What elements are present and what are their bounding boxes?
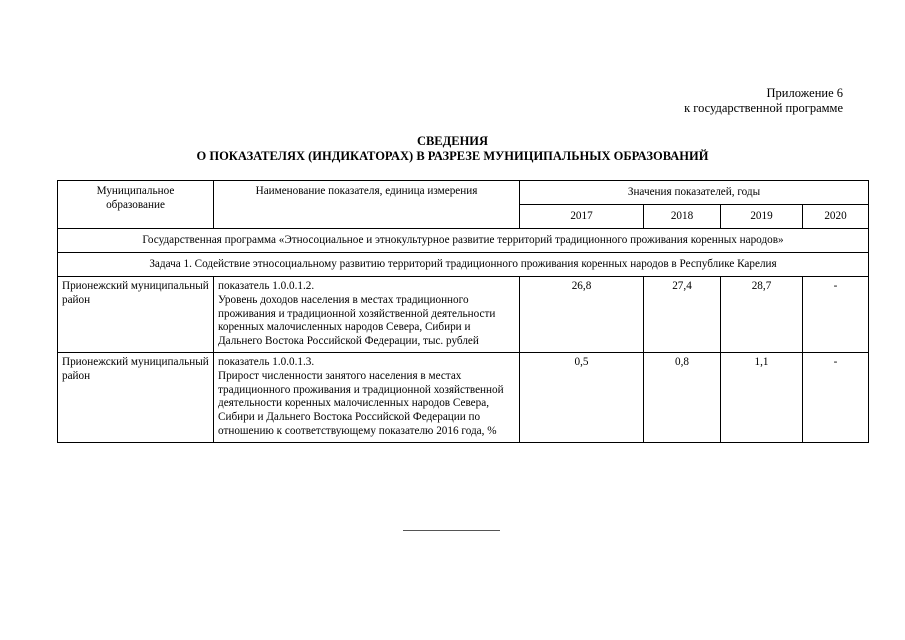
indicator-cell: [214, 277, 520, 353]
indicator-code: показатель 1.0.0.1.2.: [218, 280, 315, 292]
header-municipality: Муниципальное образование: [58, 181, 214, 229]
indicator-cell: [214, 352, 520, 442]
value-cell: 0,5: [520, 352, 644, 442]
value-cell: -: [803, 352, 869, 442]
header-indicator: Наименование показателя, единица измерения: [214, 181, 520, 229]
table-header-row: [58, 181, 869, 205]
indicator-text: Прирост численности занятого населения в местах традиционного проживания и традиционной хозяйственной деятельности коренных малочисленных народов Севера, Сибири и Дальнего Востока Российской Федерации по отношению к соответствующему показателю 2016 года, %: [218, 369, 504, 437]
indicator-code: показатель 1.0.0.1.3.: [218, 355, 315, 368]
header-values: Значения показателей, годы: [520, 181, 869, 205]
municipality-cell: Прионежский муниципальный район: [58, 277, 214, 353]
appendix-label: [684, 86, 843, 116]
program-title: Государственная программа «Этносоциальное и этнокультурное развитие территорий традиционного проживания коренных народов»: [58, 229, 869, 253]
header-year: 2020: [803, 205, 869, 229]
header-year: 2018: [644, 205, 721, 229]
table-row: [58, 277, 869, 353]
value-cell: 28,7: [721, 277, 803, 353]
task-row: [58, 253, 869, 277]
table-row: [58, 352, 869, 442]
indicator-text: Уровень доходов населения в местах традиционного проживания и традиционной хозяйственной деятельности коренных малочисленных народов Севера, Сибири и Дальнего Востока Российской Федерации, тыс. рублей: [218, 293, 496, 348]
footer-divider: [403, 530, 500, 531]
value-cell: 26,8: [520, 277, 644, 353]
appendix-number: Приложение 6: [766, 86, 843, 100]
municipality-cell: Прионежский муниципальный район: [58, 352, 214, 442]
title-line-1: СВЕДЕНИЯ: [416, 134, 489, 148]
value-cell: 1,1: [721, 352, 803, 442]
task-title: Задача 1. Содействие этносоциальному развитию территорий традиционного проживания коренных народов в Республике Карелия: [58, 253, 869, 277]
appendix-reference: к государственной программе: [684, 101, 843, 115]
document-title: [0, 134, 905, 164]
value-cell: 27,4: [644, 277, 721, 353]
program-row: [58, 229, 869, 253]
indicators-table: [57, 180, 869, 443]
header-year: 2017: [520, 205, 644, 229]
title-line-2: О ПОКАЗАТЕЛЯХ (ИНДИКАТОРАХ) В РАЗРЕЗЕ МУНИЦИПАЛЬНЫХ ОБРАЗОВАНИЙ: [196, 149, 709, 163]
value-cell: -: [803, 277, 869, 353]
value-cell: 0,8: [644, 352, 721, 442]
header-year: 2019: [721, 205, 803, 229]
